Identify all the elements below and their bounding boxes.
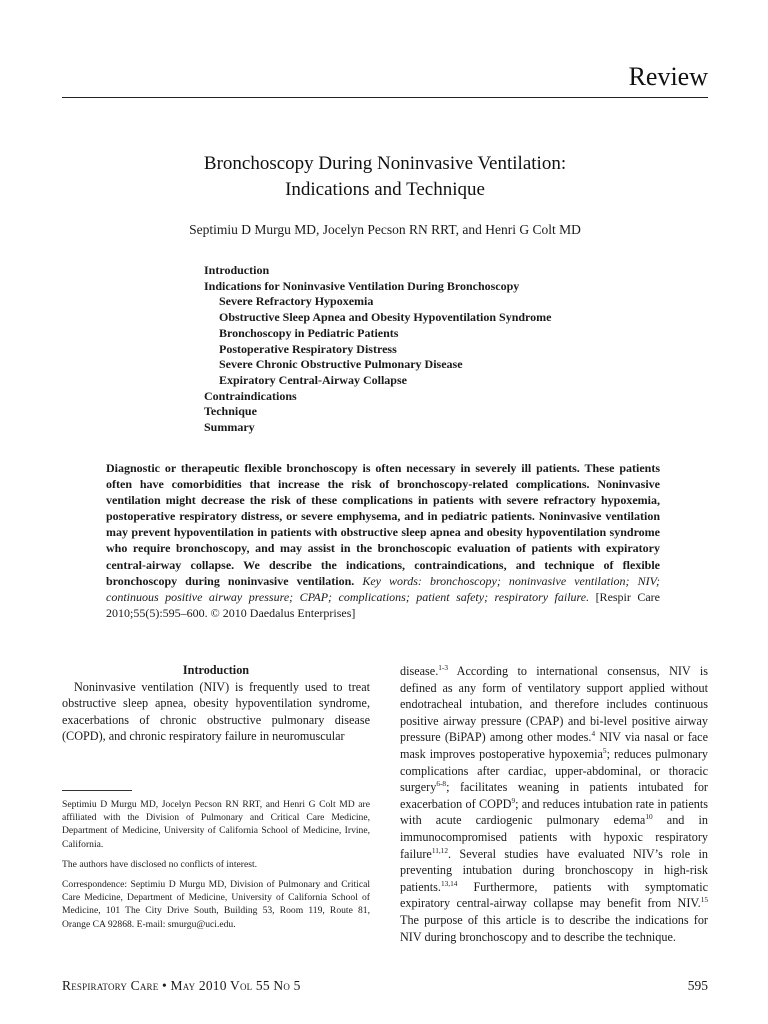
- journal-name: Respiratory Care: [62, 978, 159, 993]
- toc-subitem: Expiratory Central-Airway Collapse: [219, 372, 407, 387]
- section-label: Review: [628, 62, 708, 91]
- journal-footer: [62, 978, 301, 994]
- title-line-2: Indications and Technique: [285, 179, 485, 200]
- citation-ref[interactable]: 5: [602, 745, 607, 755]
- header-rule: [62, 97, 708, 98]
- footnote-rule: [62, 790, 132, 791]
- toc-item: Summary: [204, 420, 255, 435]
- citation-ref[interactable]: 9: [511, 795, 516, 805]
- footnotes: [62, 798, 370, 938]
- footnote-affiliation: Septimiu D Murgu MD, Jocelyn Pecson RN RRT, and Henri G Colt MD are affiliated with the Division of Pulmonary and Critical Care Medicine, Department of Medicine, University of California School of Medicine, Irvine, California.: [62, 799, 370, 850]
- footnote-conflicts: The authors have disclosed no conflicts of interest.: [62, 858, 258, 870]
- title-line-1: Bronchoscopy During Noninvasive Ventilation:: [203, 153, 567, 174]
- citation-ref[interactable]: 1-3: [438, 662, 448, 672]
- journal-issue: May 2010 Vol 55 No 5: [170, 978, 301, 993]
- abstract-citation: [Respir Care 2010;55(5):595–600. © 2010 Daedalus Enterprises]: [106, 589, 661, 620]
- intro-paragraph: Noninvasive ventilation (NIV) is frequently used to treat obstructive sleep apnea, obesity hypoventilation syndrome, exacerbations of chronic obstructive pulmonary disease (COPD), and chronic respiratory failure in neuromuscular: [62, 679, 370, 744]
- toc-item: Contraindications: [204, 388, 297, 403]
- toc-item: Technique: [204, 404, 257, 419]
- abstract-keywords: Key words: bronchoscopy; noninvasive ventilation; NIV; continuous positive airway pressure; CPAP; complications; patient safety; respiratory failure.: [106, 573, 661, 604]
- citation-ref[interactable]: 10: [645, 812, 653, 822]
- right-column: [400, 663, 708, 945]
- abstract-body: Diagnostic or therapeutic flexible bronchoscopy is often necessary in severely ill patients. These patients often have comorbidities that increase the risk of bronchoscopy-related complications. Noninvasive ventilation might decrease the risk of these complications in patients with severe refractory hypoxemia, postoperative respiratory distress, or severe emphysema, and in pediatric patients. Noninvasive ventilation may prevent hypoventilation in patients with obstructive sleep apnea and obesity hypoventilation syndrome who require bronchoscopy, and may assist in the bronchoscopic evaluation of patients with expiratory central-airway collapse. We describe the indications, contraindications, and technique of flexible bronchoscopy during noninvasive ventilation.: [106, 461, 660, 588]
- table-of-contents: [204, 263, 644, 436]
- citation-ref[interactable]: 11,12: [431, 845, 448, 855]
- toc-subitem: Obstructive Sleep Apnea and Obesity Hypoventilation Syndrome: [219, 310, 552, 325]
- citation-ref[interactable]: 13,14: [440, 878, 458, 888]
- citation-ref[interactable]: 15: [700, 895, 708, 905]
- citation-ref[interactable]: 6-8: [436, 779, 447, 789]
- page-number: 595: [687, 978, 708, 993]
- toc-subitem: Severe Refractory Hypoxemia: [219, 294, 374, 309]
- body-paragraph: disease.$^{1-3}$ According to international consensus, NIV is defined as any form of ventilatory support applied without endotracheal intubation, and therefore includes continuous positive airway pressure (CPAP) and bi-level positive airway pressure (BiPAP) among other modes.$^4$ NIV via nasal or face mask improves postoperative hypoxemia$^5$; reduces pulmonary complications after cardiac, upper-abdominal, or thoracic surgery$^{6-8}$; facilitates weaning in patients intubated for exacerbation of COPD$^9$; and reduces intubation rate in patients with acute cardiogenic pulmonary edema$^{10}$ and in immunocompromised patients with hypoxic respiratory failure$^{11,12}$. Several studies have evaluated NIV’s role in preventing intubation during bronchoscopy in high-risk patients.$^{13,14}$ Furthermore, patients with symptomatic expiratory central-airway collapse may benefit from NIV.$^{15}$ The purpose of this article is to describe the indications for NIV during bronchoscopy and to describe the technique.: [400, 662, 708, 944]
- abstract: [106, 460, 660, 621]
- footnote-correspondence: Correspondence: Septimiu D Murgu MD, Division of Pulmonary and Critical Care Medicine, Department of Medicine, University of California School of Medicine, 101 The City Drive South, Building 53, Room 119, Route 81, Orange CA 92868. E-mail: smurgu@uci.edu.: [62, 879, 370, 930]
- toc-subitem: Postoperative Respiratory Distress: [219, 341, 397, 356]
- left-column: [62, 662, 370, 745]
- section-heading-introduction: Introduction: [182, 663, 250, 677]
- footer-bullet: •: [162, 978, 167, 993]
- author-list: Septimiu D Murgu MD, Jocelyn Pecson RN RRT, and Henri G Colt MD: [189, 222, 581, 237]
- article-title: [62, 151, 708, 203]
- toc-item: Introduction: [204, 263, 270, 277]
- citation-ref[interactable]: 4: [591, 729, 596, 739]
- toc-subitem: Severe Chronic Obstructive Pulmonary Disease: [219, 357, 463, 372]
- toc-subitem: Bronchoscopy in Pediatric Patients: [219, 325, 399, 340]
- toc-item: Indications for Noninvasive Ventilation During Bronchoscopy: [204, 278, 520, 293]
